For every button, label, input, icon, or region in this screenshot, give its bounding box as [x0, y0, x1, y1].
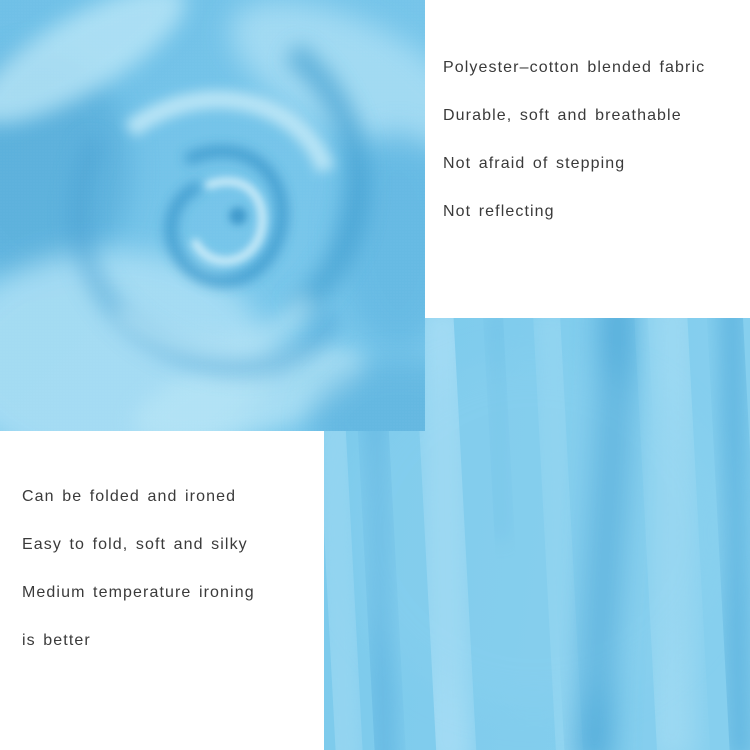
feature-line: Can be folded and ironed: [22, 488, 237, 505]
feature-line: Easy to fold, soft and silky: [22, 536, 248, 553]
feature-text-top: [443, 44, 705, 236]
feature-line: Polyester–cotton blended fabric: [443, 59, 706, 76]
feature-line: Not reflecting: [443, 203, 555, 220]
feature-line: Durable, soft and breathable: [443, 107, 682, 124]
weave-texture: [0, 0, 425, 431]
feature-line: Medium temperature ironing: [22, 584, 255, 601]
feature-text-bottom: [22, 473, 255, 665]
feature-line: Not afraid of stepping: [443, 155, 626, 172]
feature-line: is better: [22, 632, 91, 649]
fabric-swirl-photo: [0, 0, 425, 431]
